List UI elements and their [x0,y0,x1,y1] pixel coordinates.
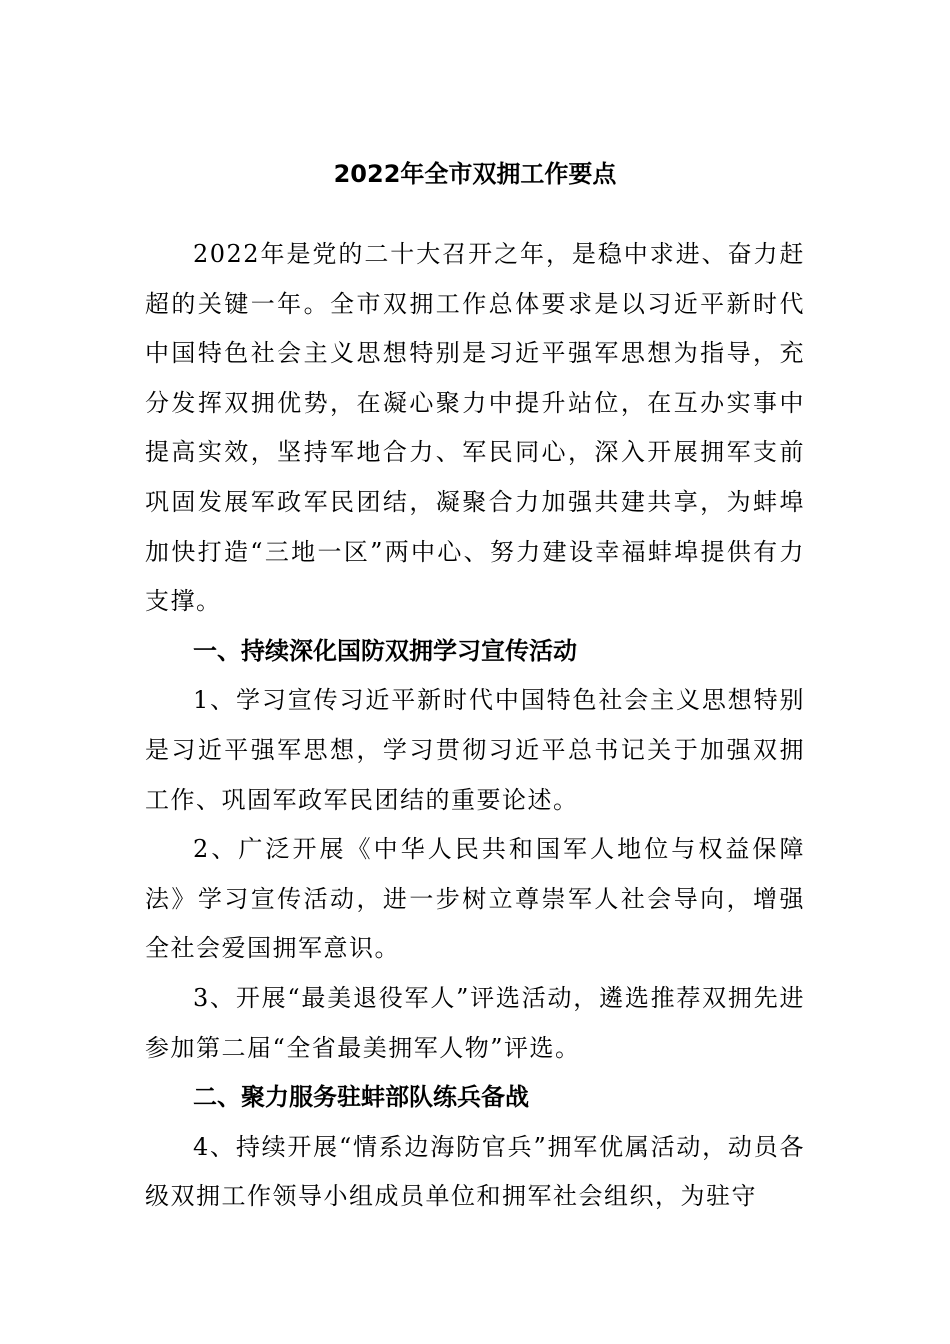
section-1-item-1: 1、学习宣传习近平新时代中国特色社会主义思想特别是习近平强军思想，学习贯彻习近平总书记关于加强双拥工作、巩固军政军民团结的重要论述。 [145,686,805,814]
document-title: 2022年全市双拥工作要点 [333,160,617,188]
document-body [145,230,805,1222]
section-1-item-3: 3、开展“最美退役军人”评选活动，遴选推荐双拥先进参加第二届“全省最美拥军人物”评选。 [145,983,805,1062]
section-1-item-2: 2、广泛开展《中华人民共和国军人地位与权益保障法》学习宣传活动，进一步树立尊崇军人社会导向，增强全社会爱国拥军意识。 [145,835,805,963]
section-2-item-4: 4、持续开展“情系边海防官兵”拥军优属活动，动员各级双拥工作领导小组成员单位和拥军社会组织，为驻守 [145,1132,805,1211]
section-heading-1: 一、持续深化国防双拥学习宣传活动 [193,636,577,665]
section-heading-2: 二、聚力服务驻蚌部队练兵备战 [193,1083,529,1112]
intro-paragraph: 2022年是党的二十大召开之年，是稳中求进、奋力赶超的关键一年。全市双拥工作总体要求是以习近平新时代中国特色社会主义思想特别是习近平强军思想为指导，充分发挥双拥优势，在凝心聚力中提升站位，在互办实事中提高实效，坚持军地合力、军民同心，深入开展拥军支前巩固发展军政军民团结，凝聚合力加强共建共享，为蚌埠加快打造“三地一区”两中心、努力建设幸福蚌埠提供有力支撑。 [145,240,805,616]
